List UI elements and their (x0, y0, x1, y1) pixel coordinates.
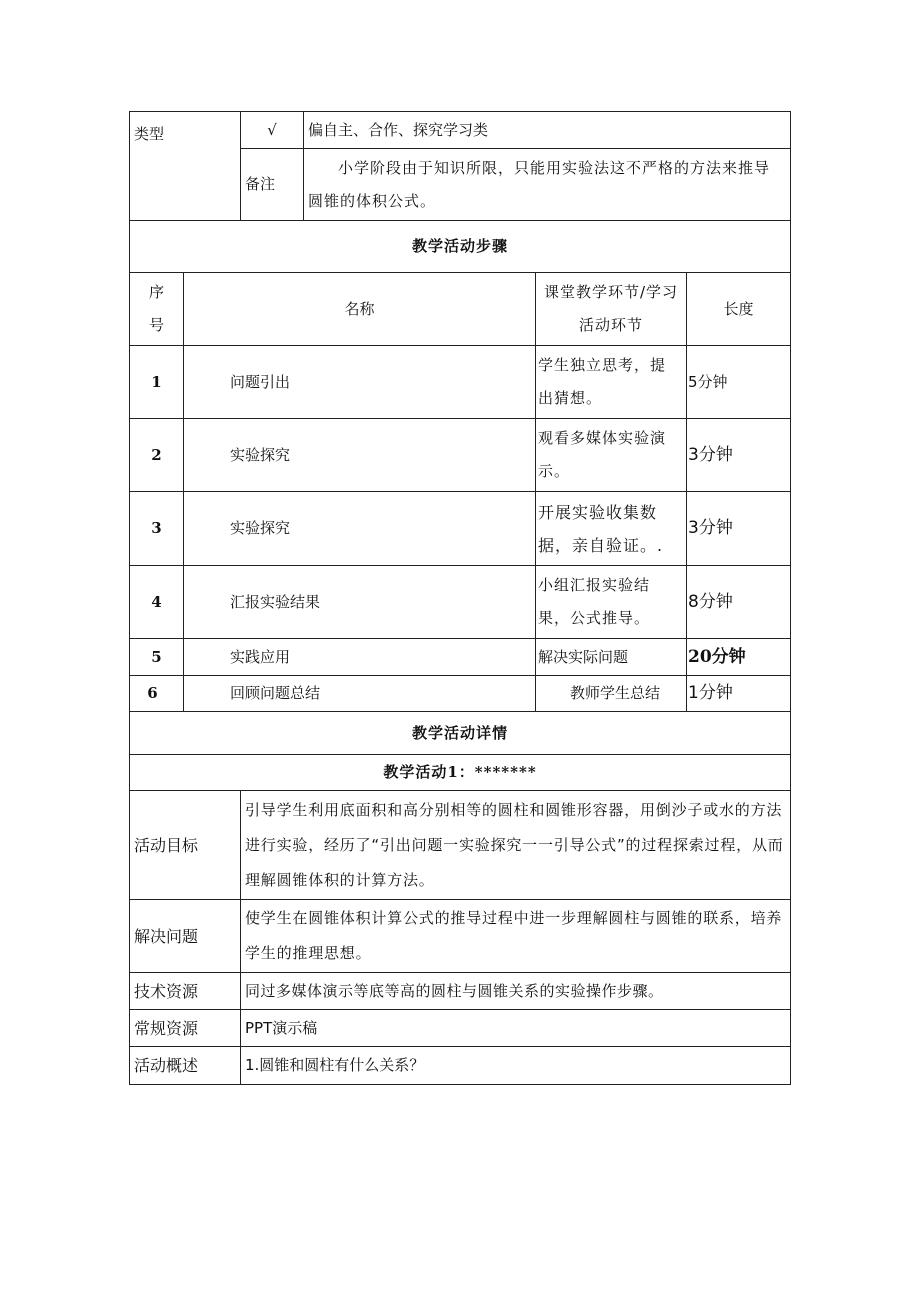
row-2-seq: 2 (129, 418, 184, 492)
header-name: 名称 (183, 272, 536, 346)
row-4-link (535, 565, 687, 639)
overview-text: 1.圆锥和圆柱有什么关系？ (240, 1046, 791, 1085)
overview-label: 活动概述 (129, 1046, 241, 1085)
type-check-mark: √ (240, 111, 304, 149)
details-section-title: 教学活动详情 (129, 711, 791, 755)
row-4-link-text: 小组汇报实验结果，公式推导。 (538, 576, 651, 627)
row-5-name: 实践应用 (183, 638, 536, 676)
row-1-seq: 1 (129, 345, 184, 419)
regular-resource-text: PPT演示稿 (240, 1009, 791, 1047)
row-6-seq: 6 (129, 675, 184, 712)
tech-resource-label: 技术资源 (129, 972, 241, 1010)
row-5-link: 解决实际问题 (535, 638, 687, 676)
row-3-link-text: 开展实验收集数据，亲自验证。. (538, 502, 664, 555)
goal-text-content: 引导学生利用底面积和高分别相等的圆柱和圆锥形容器，用倒沙子或水的方法进行实验，经历了“引出问题一实验探究一一引导公式”的过程探索过程，从而理解圆锥体积的计算方法。 (245, 800, 784, 889)
row-2-link (535, 418, 687, 492)
header-link (535, 272, 687, 346)
goal-text (240, 790, 791, 900)
row-2-length: 3分钟 (686, 418, 791, 492)
row-3-name: 实验探究 (183, 491, 536, 566)
row-1-link-text: 学生独立思考，提出猜想。 (538, 356, 667, 407)
row-5-length: 20分钟 (686, 638, 791, 676)
problem-label: 解决问题 (129, 899, 241, 973)
row-4-length: 8分钟 (686, 565, 791, 639)
row-6-length: 1分钟 (686, 675, 791, 712)
goal-label: 活动目标 (129, 790, 241, 900)
type-value: 偏自主、合作、探究学习类 (303, 111, 791, 149)
remark-text (303, 148, 791, 221)
problem-text-content: 使学生在圆锥体积计算公式的推导过程中进一步理解圆柱与圆锥的联系，培养学生的推理思想。 (245, 909, 783, 962)
row-6-link: 教师学生总结 (535, 675, 687, 712)
row-1-length: 5分钟 (686, 345, 791, 419)
tech-resource-text: 同过多媒体演示等底等高的圆柱与圆锥关系的实验操作步骤。 (240, 972, 791, 1010)
row-5-seq: 5 (129, 638, 184, 676)
problem-text (240, 899, 791, 973)
header-seq (129, 272, 184, 346)
steps-section-title: 教学活动步骤 (129, 220, 791, 273)
row-3-link (535, 491, 687, 566)
lesson-plan-table (129, 111, 791, 1085)
row-1-name: 问题引出 (183, 345, 536, 419)
row-2-name: 实验探究 (183, 418, 536, 492)
row-3-seq: 3 (129, 491, 184, 566)
header-length: 长度 (686, 272, 791, 346)
header-seq-text: 序号 (148, 283, 164, 334)
activity-title: 教学活动1：******* (129, 754, 791, 791)
row-3-length: 3分钟 (686, 491, 791, 566)
remark-text-content: 小学阶段由于知识所限，只能用实验法这不严格的方法来推导圆锥的体积公式。 (308, 158, 771, 210)
regular-resource-label: 常规资源 (129, 1009, 241, 1047)
row-2-link-text: 观看多媒体实验演示。 (538, 429, 667, 480)
remark-label: 备注 (240, 148, 304, 221)
row-4-seq: 4 (129, 565, 184, 639)
row-1-link (535, 345, 687, 419)
type-label: 类型 (129, 111, 241, 221)
row-6-name: 回顾问题总结 (183, 675, 536, 712)
header-link-text: 课堂教学环节/学习活动环节 (543, 283, 679, 334)
row-4-name: 汇报实验结果 (183, 565, 536, 639)
